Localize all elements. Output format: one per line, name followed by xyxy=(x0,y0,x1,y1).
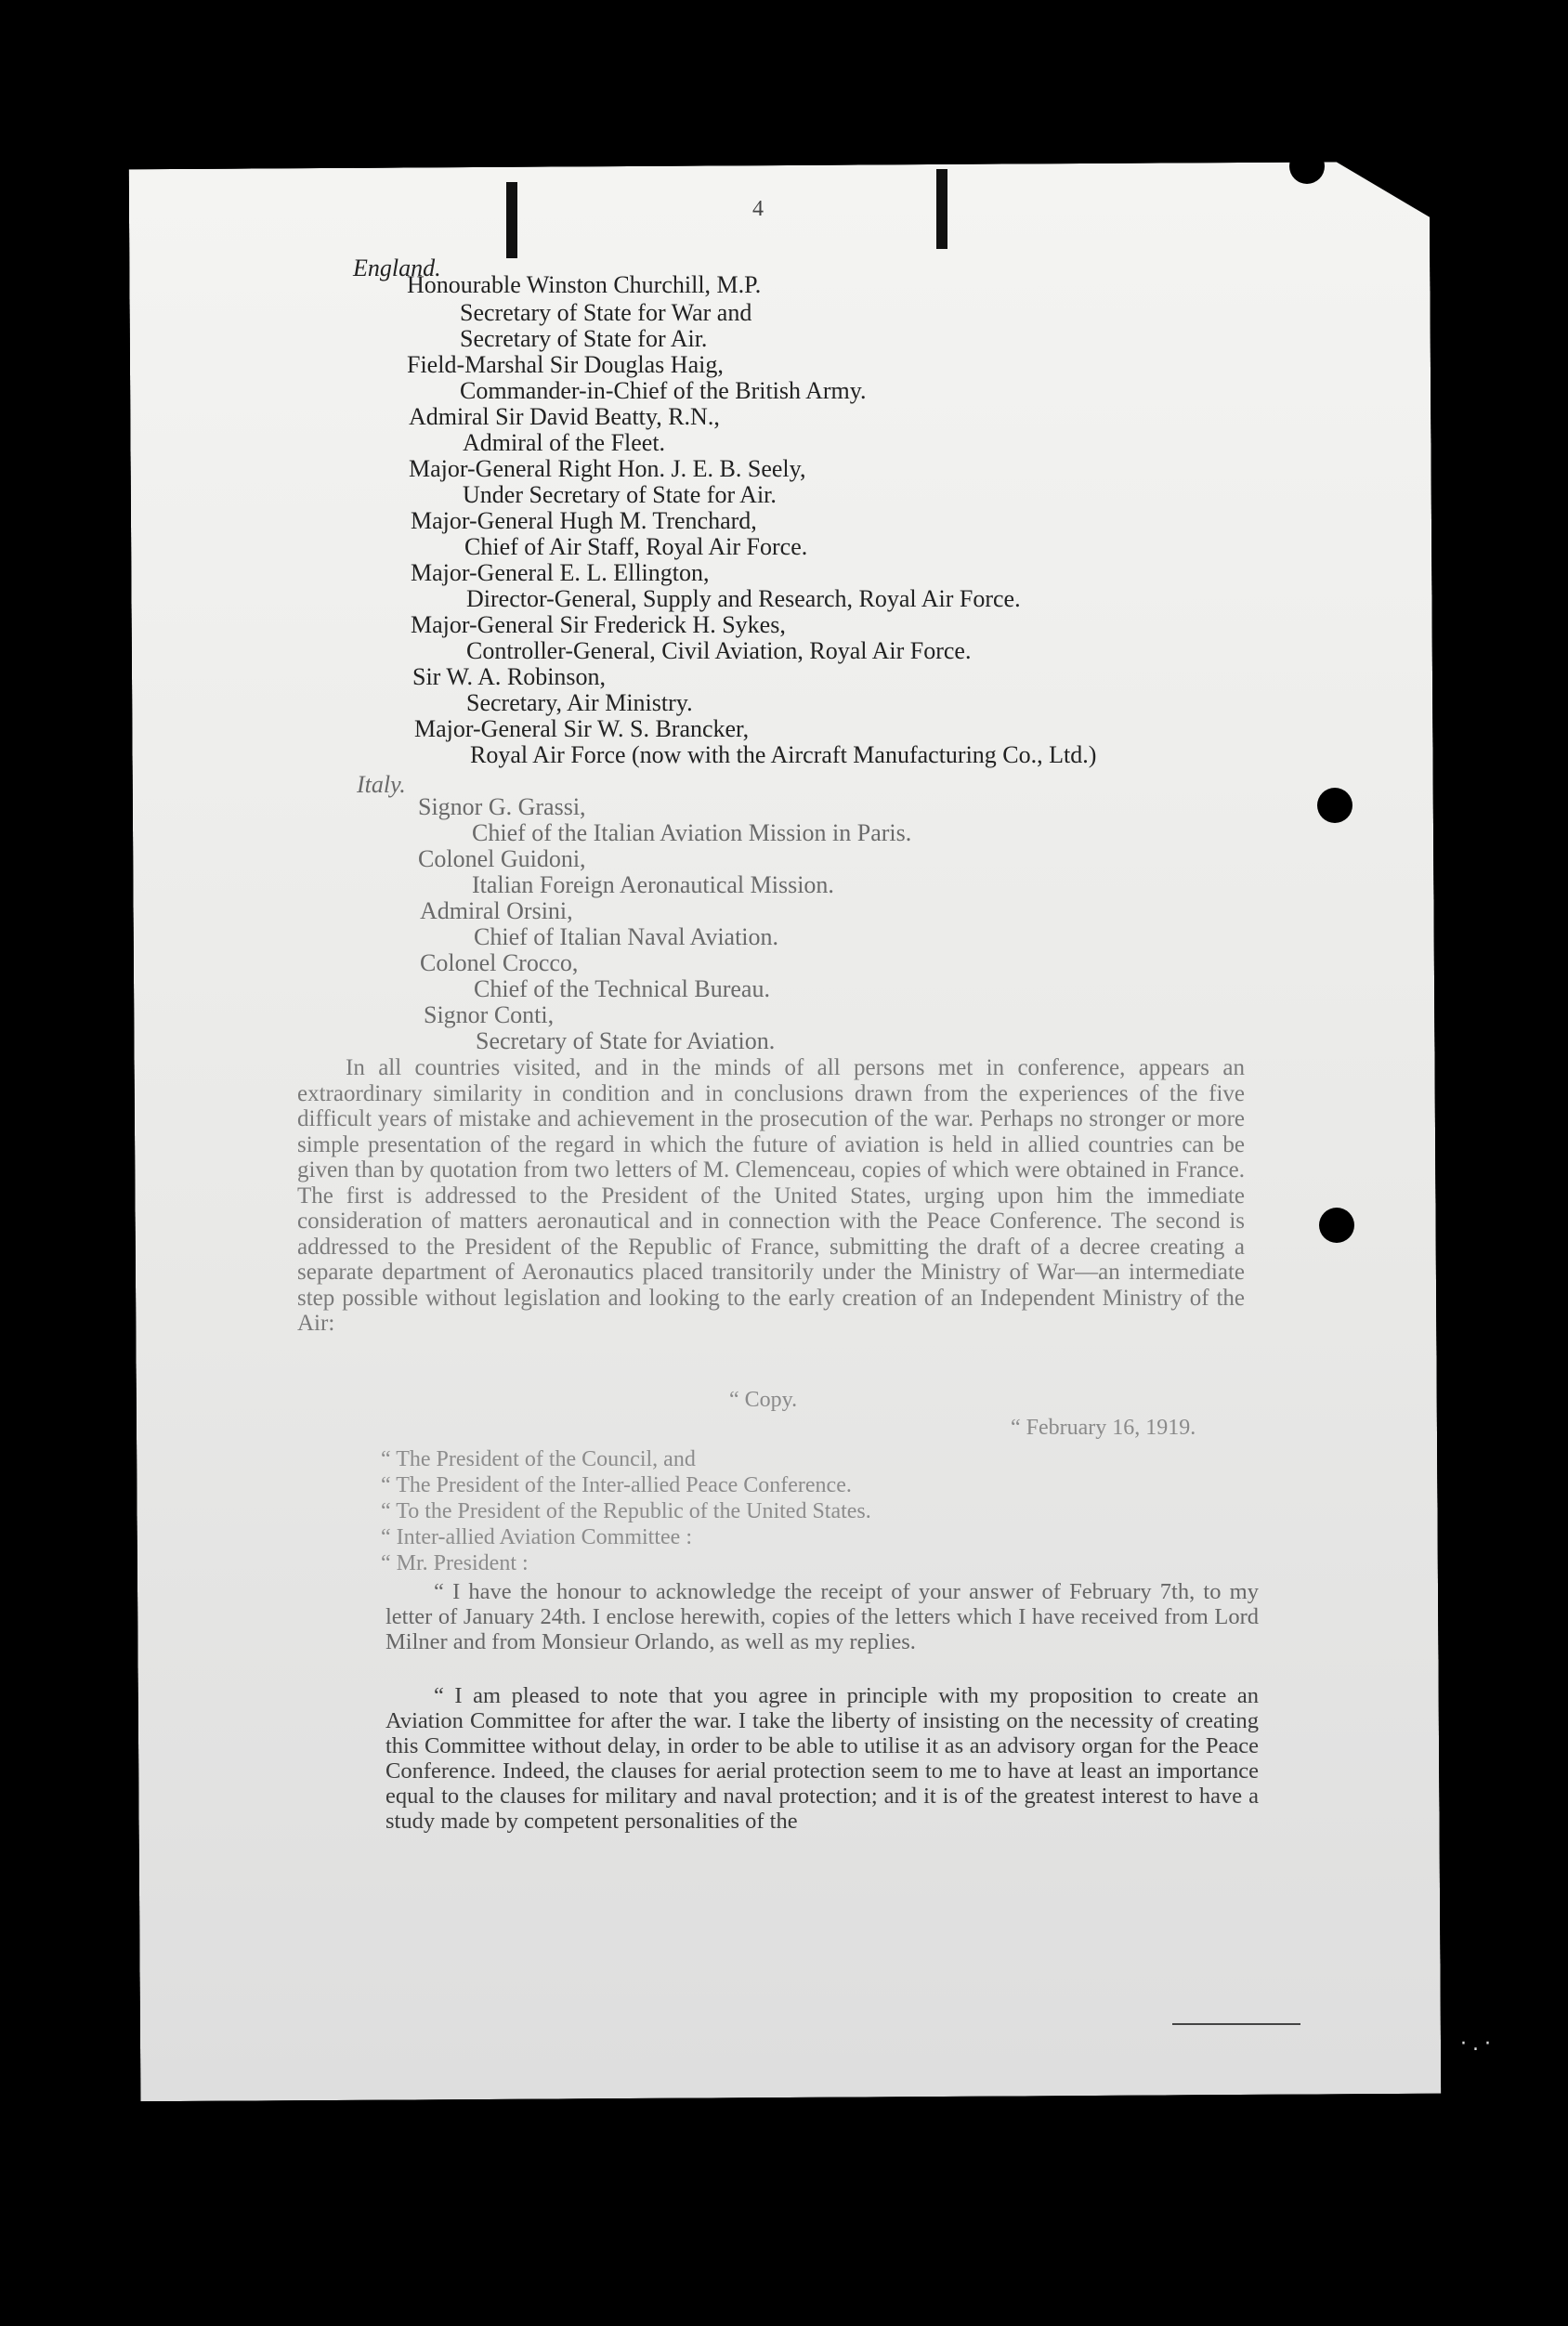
letter-address-line: “ To the President of the Republic of the United States. xyxy=(381,1499,871,1523)
person-name: Signor Conti, xyxy=(424,1001,555,1028)
section-heading-england: England. xyxy=(353,255,441,281)
section-heading-italy: Italy. xyxy=(357,771,406,798)
letter-paragraph: “ I am pleased to note that you agree in principle with my proposition to create an Aviation Committee for after the war. I take the liberty of insisting on the necessity of creating this Committee without delay, in order to be able to utilise it as an advisory organ for the Peace Conference. Indeed, the clauses for aerial protection seem to me to have at least an importance equal to the clauses for military and naval protection; and it is of the greatest interest to have a study made by competent personalities of the xyxy=(385,1683,1259,1834)
person-name: Signor G. Grassi, xyxy=(418,793,586,820)
page-number: 4 xyxy=(752,197,764,221)
punch-hole-lower xyxy=(1319,1208,1354,1243)
person-title: Secretary of State for War and xyxy=(460,299,752,326)
letter-paragraph: “ I have the honour to acknowledge the receipt of your answer of February 7th, to my letter of January 24th. I enclose herewith, copies of the letters which I have received from Lord Milner and from Monsieur Orlando, as well as my replies. xyxy=(385,1579,1259,1654)
letter-address-line: “ Inter-allied Aviation Committee : xyxy=(381,1525,692,1549)
letter-address-line: “ The President of the Council, and xyxy=(381,1447,696,1471)
person-name: Major-General Right Hon. J. E. B. Seely, xyxy=(409,455,806,482)
person-title: Secretary, Air Ministry. xyxy=(466,689,693,716)
person-name: Colonel Guidoni, xyxy=(418,845,586,872)
letter-copy-label: “ Copy. xyxy=(729,1388,798,1412)
person-name: Colonel Crocco, xyxy=(420,949,579,976)
letter-address-line: “ Mr. President : xyxy=(381,1551,529,1575)
person-name: Admiral Sir David Beatty, R.N., xyxy=(409,403,720,430)
person-title: Admiral of the Fleet. xyxy=(463,429,666,456)
person-name: Major-General Hugh M. Trenchard, xyxy=(411,507,757,534)
punch-hole-middle xyxy=(1317,788,1352,823)
person-name: Major-General Sir W. S. Brancker, xyxy=(414,715,750,742)
person-title: Italian Foreign Aeronautical Mission. xyxy=(472,871,834,898)
person-title: Under Secretary of State for Air. xyxy=(463,481,777,508)
person-name: Major-General Sir Frederick H. Sykes, xyxy=(411,611,786,638)
person-name: Sir W. A. Robinson, xyxy=(412,663,607,690)
person-name: Field-Marshal Sir Douglas Haig, xyxy=(407,351,724,378)
person-title: Chief of the Italian Aviation Mission in Paris. xyxy=(472,819,912,846)
person-title: Chief of Air Staff, Royal Air Force. xyxy=(464,533,808,560)
person-title: Secretary of State for Aviation. xyxy=(476,1027,776,1054)
person-title: Controller-General, Civil Aviation, Royal Air Force. xyxy=(466,637,972,664)
person-title: Chief of the Technical Bureau. xyxy=(474,975,770,1002)
person-name: Honourable Winston Churchill, M.P. xyxy=(407,271,762,298)
letter-address-line: “ The President of the Inter-allied Peace Conference. xyxy=(381,1473,852,1497)
person-title: Commander-in-Chief of the British Army. xyxy=(460,377,867,404)
edge-specks: ·.· xyxy=(1460,2032,1496,2056)
punch-hole-top xyxy=(1289,149,1325,184)
binder-mark-right xyxy=(936,169,947,249)
letter-date: “ February 16, 1919. xyxy=(1011,1416,1196,1440)
binder-mark-left xyxy=(506,182,517,258)
person-title: Secretary of State for Air. xyxy=(460,325,708,352)
person-title: Chief of Italian Naval Aviation. xyxy=(474,923,779,950)
body-paragraph: In all countries visited, and in the minds of all persons met in conference, appears an extraordinary similarity in condition and in conclusions drawn from the experiences of the five difficult years of mistake and achievement in the prosecution of the war. Perhaps no stronger or more simple presentation of the regard in which the future of aviation is held in allied countries can be given than by quotation from two letters of M. Clemenceau, copies of which were obtained in France. The first is addressed to the President of the United States, urging upon him the immediate consideration of matters aeronautical and in connection with the Peace Conference. The second is addressed to the President of the Republic of France, submitting the draft of a decree creating a separate department of Aeronautics placed transitorily under the Ministry of War—an intermediate step possible without legislation and looking to the early creation of an Independent Ministry of the Air: xyxy=(297,1055,1245,1336)
person-title: Director-General, Supply and Research, Royal Air Force. xyxy=(466,585,1021,612)
person-name: Major-General E. L. Ellington, xyxy=(411,559,710,586)
person-title: Royal Air Force (now with the Aircraft Manufacturing Co., Ltd.) xyxy=(470,741,1097,768)
person-name: Admiral Orsini, xyxy=(420,897,573,924)
bottom-rule-mark xyxy=(1172,2023,1300,2025)
